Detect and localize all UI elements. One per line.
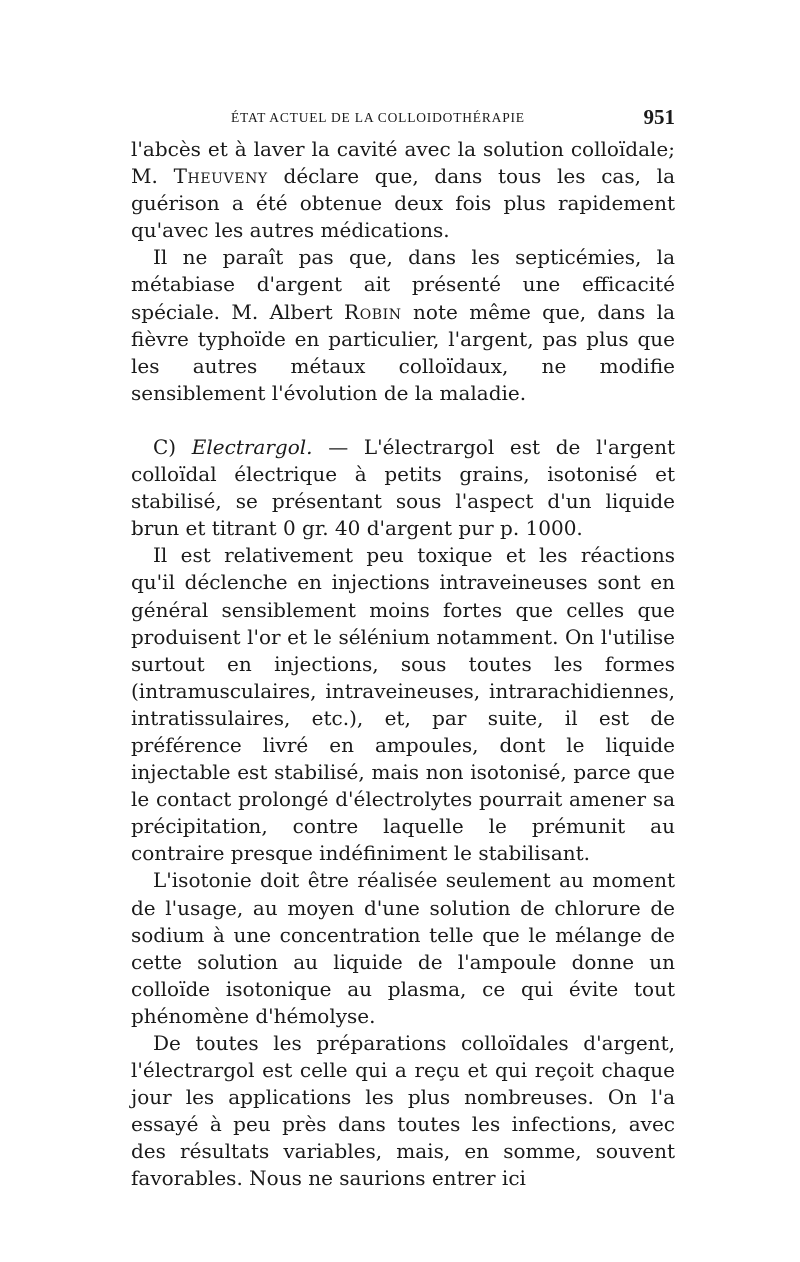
paragraph-text: — L'électrargol est de l'argent colloïdal électrique à petits grains, isotonisé et stabilisé, se présentant sous l'aspect d'un liquide brun et titrant 0 gr. 40 d'argent pur p. 1000. bbox=[131, 434, 675, 541]
section-label: C) bbox=[153, 434, 192, 459]
section-gap bbox=[131, 407, 675, 434]
book-page bbox=[131, 105, 675, 1193]
body-text bbox=[131, 136, 675, 1193]
paragraph-text: déclare que, dans tous les cas, la guérison a été obtenue deux fois plus rapidement qu'avec les autres médications. bbox=[131, 164, 675, 243]
paragraph: Il est relativement peu toxique et les réactions qu'il déclenche en injections intraveineuses sont en général sensiblement moins fortes que celles que produisent l'or et le sélénium notamment. On l'utilise surtout en injections, sous toutes les formes (intramusculaires, intraveineuses, intrarachidiennes, intratissulaires, etc.), et, par suite, il est de préférence livré en ampoules, dont le liquide injectable est stabilisé, mais non isotonisé, parce que le contact prolongé d'électrolytes pourrait amener sa précipitation, contre laquelle le prémunit au contraire presque indéfiniment le stabilisant. bbox=[131, 543, 675, 866]
section-title: Electrargol. bbox=[191, 434, 313, 459]
paragraph bbox=[131, 244, 675, 407]
section-heading-paragraph bbox=[131, 434, 675, 542]
paragraph-text: note même que, dans la fièvre typhoïde en particulier, l'argent, pas plus que les autres métaux colloïdaux, ne modifie sensiblement l'évolution de la maladie. bbox=[131, 299, 675, 405]
running-head bbox=[131, 105, 675, 136]
author-name: Robin bbox=[344, 299, 402, 324]
paragraph-text: Il ne paraît pas que, dans les septicémies, la métabiase d'argent ait présenté une efficacité spéciale. M. Albert bbox=[131, 245, 675, 324]
paragraph-text: l'abcès et à laver la cavité avec la solution colloïdale; M. bbox=[131, 137, 675, 189]
author-name: Theuveny bbox=[173, 164, 268, 189]
paragraph: De toutes les préparations colloïdales d'argent, l'électrargol est celle qui a reçu et qui reçoit chaque jour les applications les plus nombreuses. On l'a essayé à peu près dans toutes les infections, avec des résultats variables, mais, en somme, souvent favorables. Nous ne saurions entrer ici bbox=[131, 1031, 675, 1191]
running-title: ÉTAT ACTUEL DE LA COLLOIDOTHÉRAPIE bbox=[231, 110, 525, 125]
paragraph-continuation bbox=[131, 136, 675, 244]
page-number: 951 bbox=[643, 105, 675, 129]
paragraph: L'isotonie doit être réalisée seulement au moment de l'usage, au moyen d'une solution de chlorure de sodium à une concentration telle que le mélange de cette solution au liquide de l'ampoule donne un colloïde isotonique au plasma, ce qui évite tout phénomène d'hémolyse. bbox=[131, 868, 675, 1028]
